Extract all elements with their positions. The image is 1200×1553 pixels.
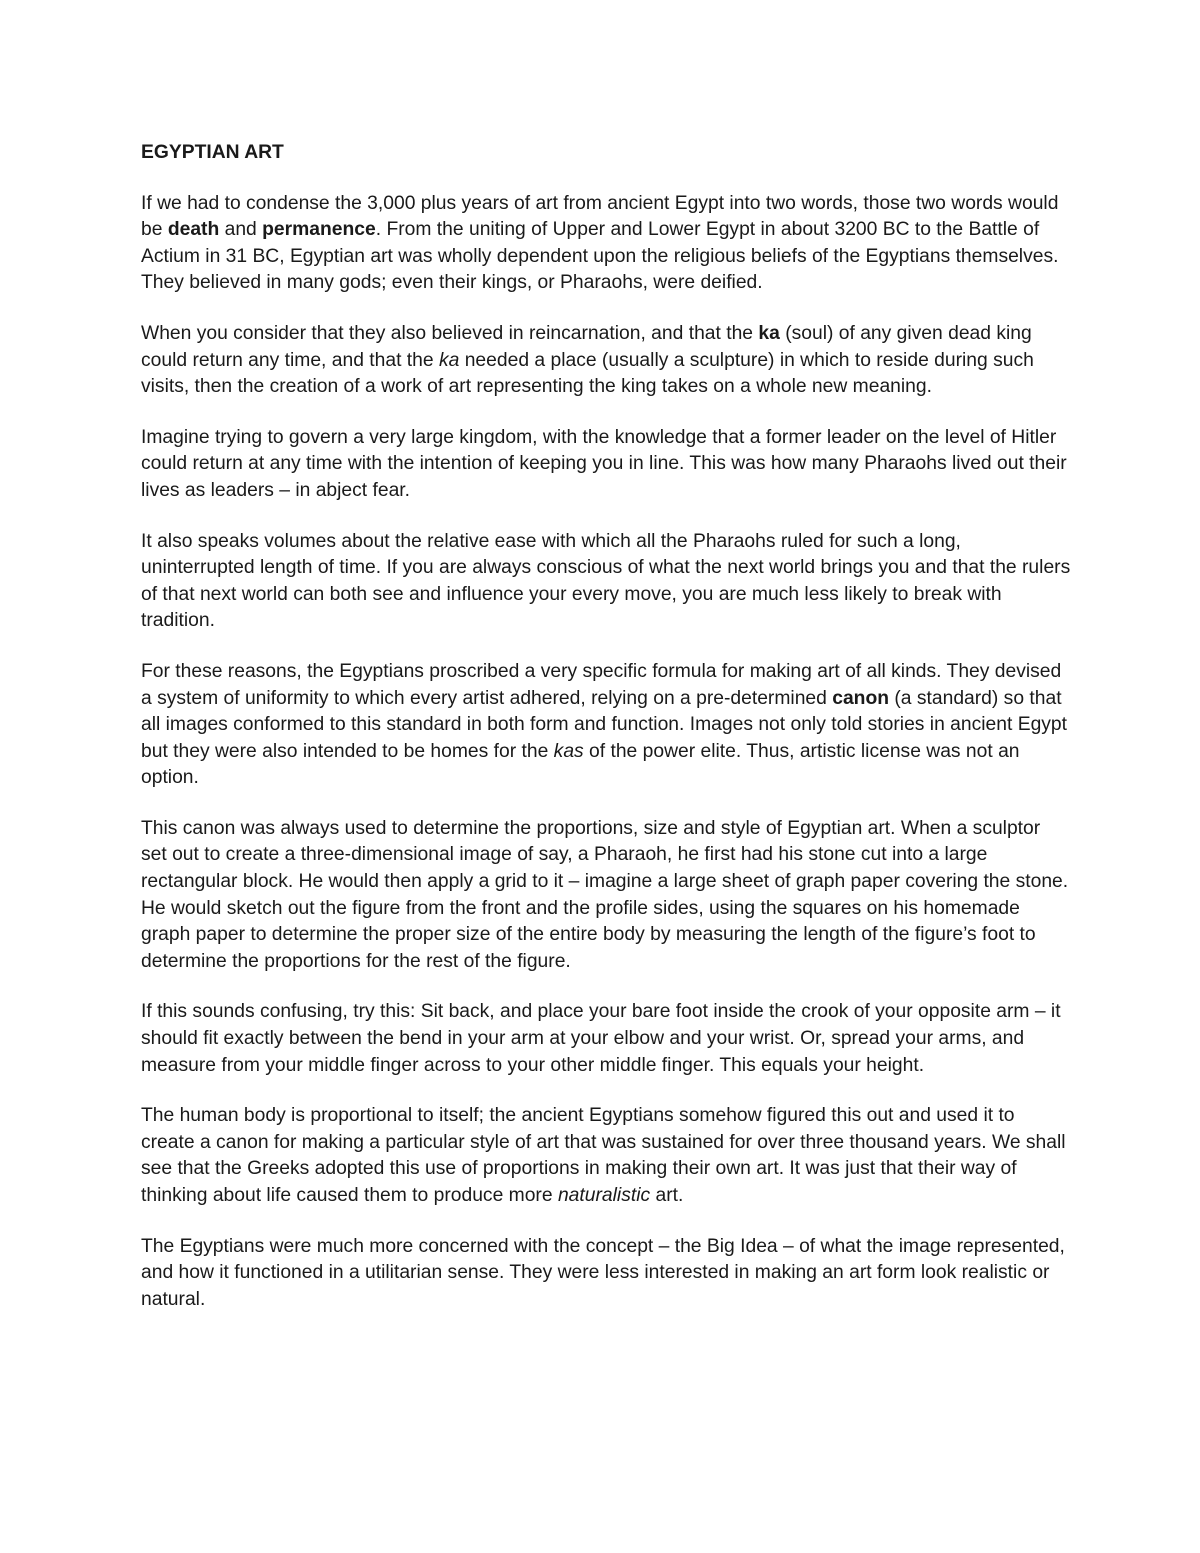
text-run: If we had to condense the 3,000 plus years of art from ancient Egypt into two words, those two words would be bbox=[141, 192, 1059, 241]
bold-term: canon bbox=[832, 687, 890, 709]
text-run: The Egyptians were much more concerned with the concept – the Big Idea – of what the image represented, and how it functioned in a utilitarian sense. They were less interested in making an art form look realistic or natural. bbox=[141, 1235, 1065, 1310]
paragraph-list bbox=[141, 191, 1071, 1314]
text-run: needed a place (usually a sculpture) in which to reside during such visits, then the creation of a work of art representing the king takes on a whole new meaning. bbox=[141, 349, 1034, 398]
paragraph bbox=[141, 999, 1071, 1079]
bold-term: permanence bbox=[262, 219, 376, 241]
paragraph bbox=[141, 659, 1071, 792]
text-run: (a standard) so that all images conformed to this standard in both form and function. Images not only told stories in ancient Egypt but they were also intended to be homes for the bbox=[141, 687, 1068, 762]
document-body bbox=[141, 140, 1071, 1337]
paragraph bbox=[141, 191, 1071, 297]
bold-term: ka bbox=[758, 322, 780, 344]
paragraph bbox=[141, 529, 1071, 635]
italic-term: naturalistic bbox=[557, 1185, 651, 1206]
paragraph bbox=[141, 816, 1071, 976]
text-run: Imagine trying to govern a very large kingdom, with the knowledge that a former leader on the level of Hitler could return at any time with the intention of keeping you in line. This was how many Pharaohs lived out their lives as leaders – in abject fear. bbox=[141, 426, 1067, 501]
italic-term: kas bbox=[553, 740, 584, 762]
paragraph bbox=[141, 1234, 1071, 1314]
text-run: When you consider that they also believed in reincarnation, and that the bbox=[141, 322, 759, 344]
paragraph bbox=[141, 1103, 1071, 1209]
text-run: (soul) of any given dead king could return any time, and that the bbox=[141, 322, 1032, 371]
italic-term: ka bbox=[438, 349, 460, 371]
text-run: of the power elite. Thus, artistic license was not an option. bbox=[141, 740, 1020, 789]
text-run: For these reasons, the Egyptians proscribed a very specific formula for making art of all kinds. They devised a system of uniformity to which every artist adhered, relying on a pre-determined bbox=[141, 660, 1062, 709]
text-run: and bbox=[219, 219, 263, 241]
paragraph bbox=[141, 425, 1071, 505]
text-run: It also speaks volumes about the relative ease with which all the Pharaohs ruled for such a long, uninterrupted length of time. If you are always conscious of what the next world brings you and that the rulers of that next world can both see and influence your every move, you are much less likely to break with tradition. bbox=[141, 530, 1071, 632]
text-run: art. bbox=[650, 1185, 684, 1206]
bold-term: death bbox=[167, 219, 220, 241]
text-run: . From the uniting of Upper and Lower Egypt in about 3200 BC to the Battle of Actium in 31 BC, Egyptian art was wholly dependent upon the religious beliefs of the Egyptians themselves. They believed in many gods; even their kings, or Pharaohs, were deified. bbox=[141, 219, 1059, 294]
paragraph bbox=[141, 321, 1071, 401]
text-run: If this sounds confusing, try this: Sit back, and place your bare foot inside the crook of your opposite arm – it should fit exactly between the bend in your arm at your elbow and your wrist. Or, spread your arms, and measure from your middle finger across to your other middle finger. This equals your height. bbox=[141, 1001, 1061, 1076]
document-title: EGYPTIAN ART bbox=[141, 142, 284, 163]
text-run: This canon was always used to determine the proportions, size and style of Egyptian art. When a sculptor set out to create a three-dimensional image of say, a Pharaoh, he first had his stone cut into a large rectangular block. He would then apply a grid to it – imagine a large sheet of graph paper covering the stone. He would sketch out the figure from the front and the profile sides, using the squares on his homemade graph paper to determine the proper size of the entire body by measuring the length of the figure’s foot to determine the proportions for the rest of the figure. bbox=[141, 817, 1069, 972]
text-run: The human body is proportional to itself; the ancient Egyptians somehow figured this out and used it to create a canon for making a particular style of art that was sustained for over three thousand years. We shall see that the Greeks adopted this use of proportions in making their own art. It was just that their way of thinking about life caused them to produce more bbox=[141, 1105, 1066, 1206]
